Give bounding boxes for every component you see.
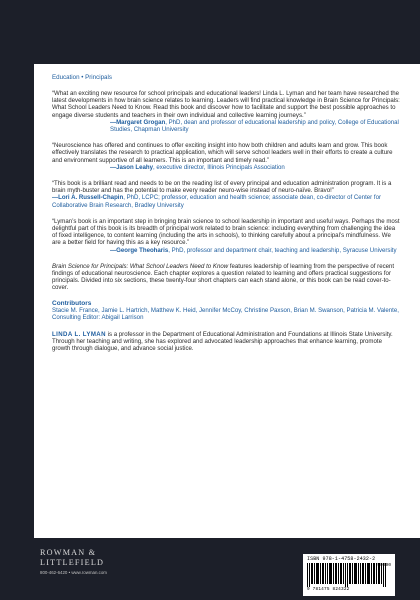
bio-text: is a professor in the Department of Educational Administration and Foundations at Illinois State University. Through her teaching and writing, she has explored and advocated leadership approaches that enhance learning, promote growth through dialogue, and advance social justice.: [52, 330, 393, 353]
quote-text: “Neuroscience has offered and continues to offer exciting insight into how both children and adults learn and grow. This book effectively translates the research to practical application, which will serve school leaders well in their efforts to create a culture and environment supportive of all learners. This is an important and timely read.”: [52, 142, 393, 164]
attribution-name: —Lori A. Russell-Chapin: [52, 194, 124, 202]
quote-attribution: [52, 247, 400, 254]
barcode-box: [303, 554, 395, 596]
publisher-name-line2: LITTLEFIELD: [40, 557, 105, 567]
book-title: Brain Science for Principals: What School Leaders Need to Know: [52, 262, 229, 270]
attribution-affiliation: , PhD, dean and professor of educational leadership and policy, College of Educational Studies, Chapman University: [110, 118, 399, 134]
back-cover-panel: [34, 64, 420, 538]
contributors-heading: Contributors: [52, 299, 92, 307]
description-text: features leadership of learning from the perspective of recent findings of educational neuroscience. Each chapter explores a question related to learning and offers practical suggestions for principals. Divided into six sections, these twenty-four short chapters can each stand alone, or this book can be read cover-to-cover.: [52, 262, 395, 292]
quote-attribution: [52, 164, 400, 171]
attribution-name: —George Theoharis: [110, 246, 169, 254]
publisher-logo: [40, 548, 107, 575]
attribution-name: —Jason Leahy: [110, 163, 154, 171]
author-bio: [52, 331, 400, 353]
isbn-label: ISBN 978-1-4758-2432-2: [307, 556, 376, 562]
book-description: [52, 263, 400, 292]
attribution-affiliation: , PhD, professor and department chair, teaching and leadership, Syracuse University: [168, 246, 397, 254]
ean-number: 9 781475 824322: [307, 587, 350, 592]
quote-block-4: [52, 218, 400, 254]
quote-attribution: [52, 194, 400, 208]
quote-text: “This book is a brilliant read and needs to be on the reading list of every principal and education administration program. It is a brain myth-buster and has the potential to make every reader neuro-wise instead of neuro-naïve. Bravo!”: [52, 180, 392, 195]
quote-text: “Lyman’s book is an important step in bringing brain science to school leadership in important and useful ways. Perhaps the most delightful part of this book is its breadth of principal work related to brain science: including everything from challenging the idea of fixed intelligence, to content learning (including the arts in schools), to thinking carefully about a principal’s mindfulness. We are a better field for having this as a key resource.”: [52, 217, 400, 247]
category-label: Education • Principals: [52, 74, 112, 81]
publisher-name-line1: ROWMAN &: [40, 548, 97, 557]
price-code: 90000: [377, 563, 391, 568]
contributors-names: Stacie M. France, Jamie L. Hartrich, Matthew K. Heid, Jennifer McCoy, Christine Paxson, Brian M. Swanson, Patricia M. Valente, Consulting Editor: Abigail Larrison: [52, 307, 399, 322]
quote-attribution: [52, 119, 400, 133]
publisher-contact: 800-462-6420 • www.rowman.com: [40, 570, 107, 575]
quote-text: “What an exciting new resource for school principals and educational leaders! Linda L. Lyman and her team have researched the latest developments in how brain science relates to learning. Leaders will find practical knowledge in Brain Science for Principals: What School Leaders Need to Know. Read this book and discover how to facilitate and support the best possible approaches to engage diverse students and teachers in their own individual and collective learning journeys.”: [52, 90, 400, 119]
quote-block-1: [52, 90, 400, 133]
author-name: LINDA L. LYMAN: [52, 330, 106, 338]
quote-block-3: [52, 180, 400, 209]
attribution-name: —Margaret Grogan: [110, 118, 166, 126]
attribution-affiliation: , executive director, Illinois Principals Association: [153, 163, 285, 171]
quote-block-2: [52, 142, 400, 171]
attribution-affiliation: , PhD, LCPC; professor, education and health science; associate dean, co-director of Center for Collaborative Brain Research, Bradley University: [52, 194, 381, 209]
